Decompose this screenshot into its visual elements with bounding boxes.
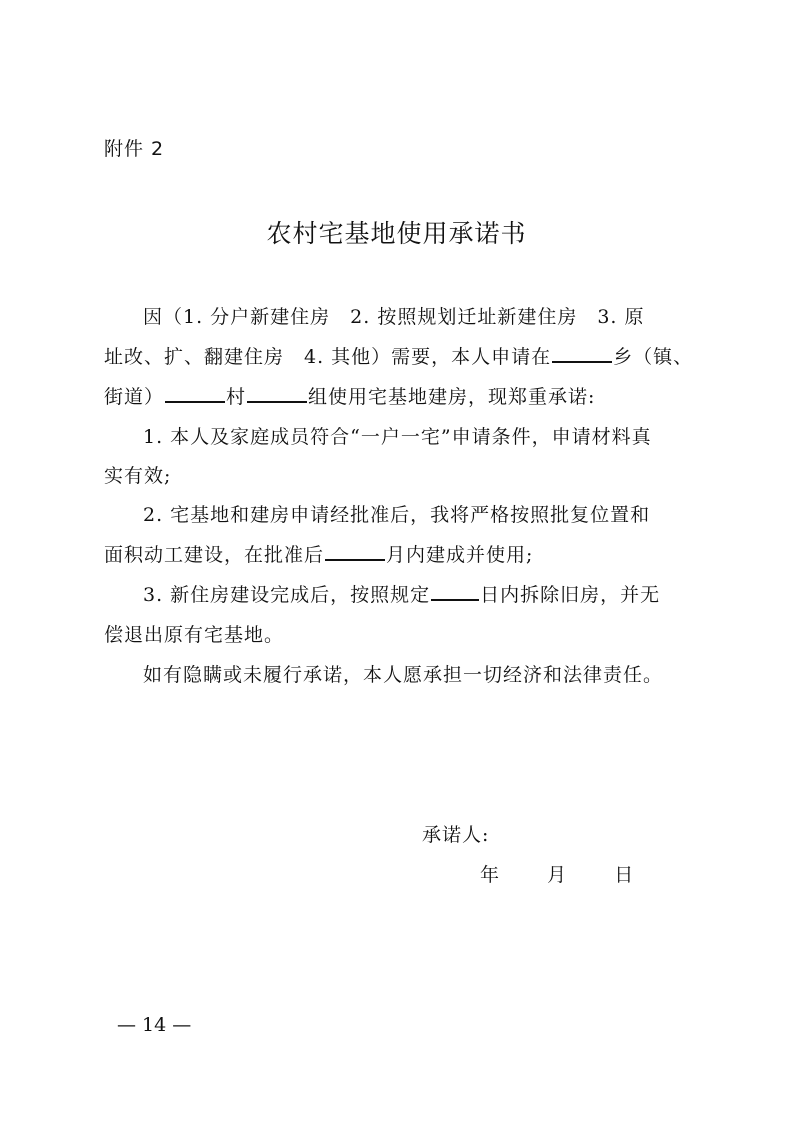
paragraph-line-2-text-b: 乡（镇、	[613, 346, 694, 368]
commitment-3-line-2: 偿退出原有宅基地。	[104, 624, 285, 646]
page-number: — 14 —	[117, 1014, 192, 1036]
commitment-1-line-2: 实有效;	[104, 465, 172, 487]
commitment-3-text-a: 3. 新住房建设完成后，按照规定	[143, 584, 431, 606]
paragraph-line-3-text-b: 村	[226, 386, 247, 408]
paragraph-line-2	[104, 342, 693, 369]
commitment-3-line-1	[143, 580, 660, 607]
commitment-2-line-2	[104, 540, 533, 567]
paragraph-line-3	[104, 382, 595, 409]
date-year: 年	[480, 864, 500, 886]
town-blank	[552, 345, 612, 363]
commitment-2-text-a: 面积动工建设，在批准后	[104, 544, 325, 566]
group-blank	[247, 385, 307, 403]
commitment-2-line-1: 2. 宅基地和建房申请经批准后，我将严格按照批复位置和	[143, 504, 651, 526]
commitment-3-text-b: 日内拆除旧房，并无	[480, 584, 661, 606]
document-title: 农村宅基地使用承诺书	[266, 219, 527, 248]
village-blank	[165, 385, 225, 403]
paragraph-line-1: 因（1. 分户新建住房 2. 按照规划迁址新建住房 3. 原	[143, 306, 645, 328]
date-month: 月	[547, 864, 567, 886]
liability-statement: 如有隐瞒或未履行承诺，本人愿承担一切经济和法律责任。	[143, 664, 664, 686]
signature-date	[480, 860, 633, 887]
months-blank	[325, 543, 385, 561]
days-blank	[431, 583, 479, 601]
commitment-1-line-1: 1. 本人及家庭成员符合“一户一宅”申请条件，申请材料真	[143, 426, 652, 448]
commitment-2-text-b: 月内建成并使用;	[386, 544, 534, 566]
promisor-label: 承诺人:	[422, 824, 490, 846]
paragraph-line-3-text-a: 街道）	[104, 386, 165, 408]
paragraph-line-2-text-a: 址改、扩、翻建住房 4. 其他）需要，本人申请在	[104, 346, 552, 368]
attachment-label: 附件 2	[104, 138, 165, 160]
paragraph-line-3-text-c: 组使用宅基地建房，现郑重承诺:	[308, 386, 596, 408]
date-day: 日	[614, 864, 634, 886]
